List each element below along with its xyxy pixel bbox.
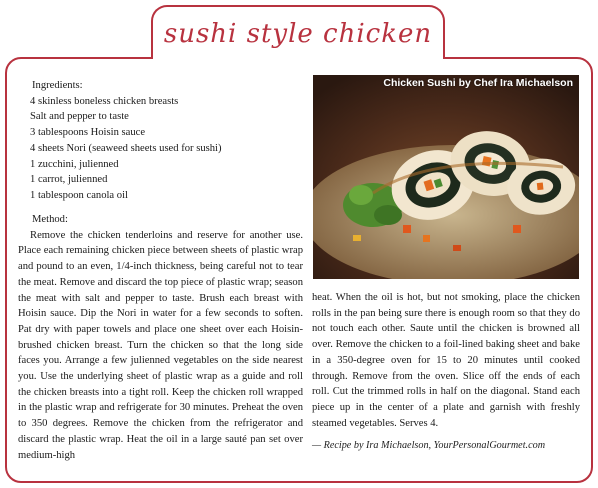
ingredient-item: 1 zucchini, julienned — [30, 158, 119, 170]
ingredient-item: 3 tablespoons Hoisin sauce — [30, 127, 146, 139]
dish-photo — [313, 75, 579, 279]
ingredients-heading: Ingredients: — [32, 80, 83, 91]
photo-caption: Chicken Sushi by Chef Ira Michaelson — [383, 77, 573, 89]
method-text-right: heat. When the oil is hot, but not smoking, place the chicken rolls in the pan being sure there is enough room so that they do not touch each other. Saute until the chicken is browned all over. Remove the chicken to a foil-lined baking sheet and bake in a 350-degree oven for 15 to 20 minutes until cooked through. Remove from the oven. Slice off the ends of each roll. Cut the trimmed rolls in half on the diagonal. Stand each piece up in the center of a plate and garnish with freshly steamed vegetables. Serves 4. — [312, 292, 580, 429]
method-heading: Method: — [32, 214, 68, 225]
method-text-left: Remove the chicken tenderloins and reserve for another use. Place each remaining chicken piece between sheets of plastic wrap and pound to an even, 1/4-inch thickness, being careful not to tear the meat. Remove and discard the top piece of plastic wrap; season the meat with salt and pepper to taste. Brush each breast with Hoisin sauce. Dip the Nori in water for a few seconds to soften. Pat dry with paper towels and place one sheet over each Hoisin-brushed chicken breast. Turn the chicken so that the long side faces you. Arrange a few julienned vegetables on the side nearest you. Use the underlying sheet of plastic wrap as a guide and roll the chicken breasts into a tight roll. Keep the chicken roll wrapped in the plastic wrap and refrigerate for 30 minutes. Preheat the oven to 350 degrees. Remove the chicken from the refrigerator and discard the plastic wrap. Heat the oil in a large sauté pan set over medium-high — [18, 229, 303, 461]
ingredients-section — [30, 78, 290, 204]
recipe-title: sushi style chicken — [163, 19, 433, 49]
method-continued — [312, 290, 580, 431]
recipe-credit: — Recipe by Ira Michaelson, YourPersonalGourmet.com — [312, 440, 546, 451]
method-section — [18, 212, 303, 463]
tab-joint — [153, 56, 443, 60]
photo-illustration — [313, 75, 579, 279]
ingredient-item: 1 carrot, julienned — [30, 174, 108, 186]
ingredient-item: 4 sheets Nori (seaweed sheets used for sushi) — [30, 142, 222, 154]
ingredient-item: Salt and pepper to taste — [30, 111, 129, 123]
ingredient-item: 4 skinless boneless chicken breasts — [30, 95, 179, 107]
ingredient-item: 1 tablespoon canola oil — [30, 189, 128, 201]
title-tab — [151, 5, 445, 59]
